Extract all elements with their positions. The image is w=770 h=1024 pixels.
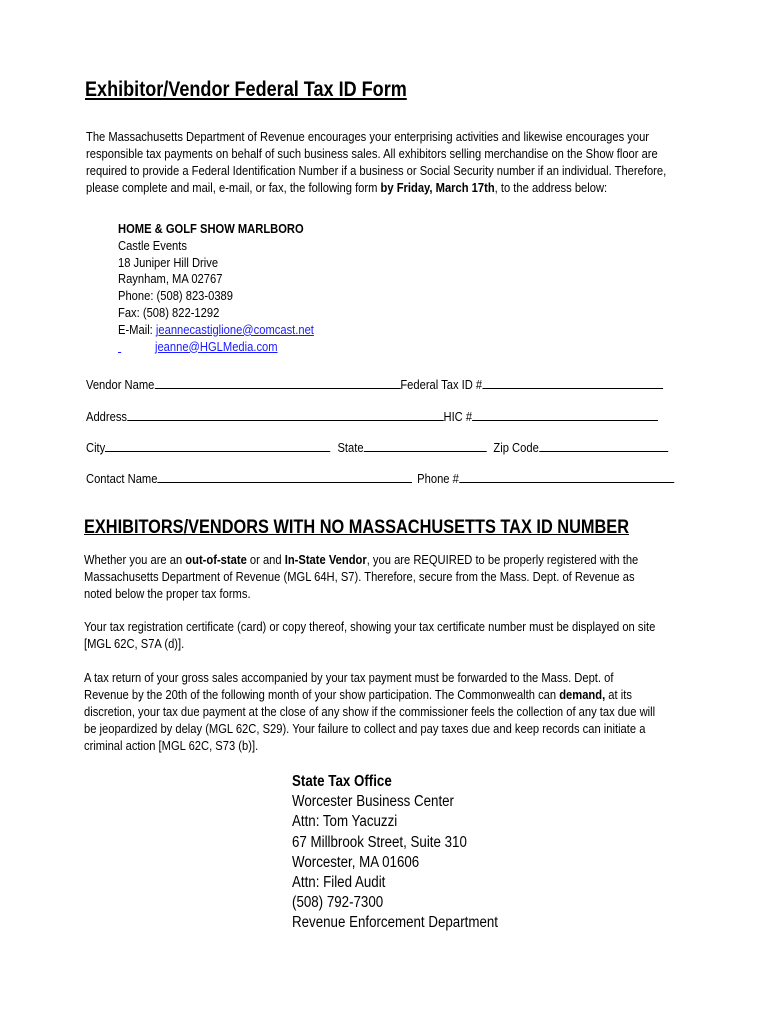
phone-field[interactable] xyxy=(459,470,674,483)
tax-office-attn-1: Attn: Tom Yacuzzi xyxy=(292,813,398,831)
section-heading: EXHIBITORS/VENDORS WITH NO MASSACHUSETTS TAX ID NUMBER xyxy=(84,517,629,538)
show-name: HOME & GOLF SHOW MARLBORO xyxy=(118,221,304,236)
contact-name-label: Contact Name xyxy=(86,471,158,486)
show-street: 18 Juniper Hill Drive xyxy=(118,254,219,270)
tax-office-name: State Tax Office xyxy=(292,773,392,790)
email-indent xyxy=(118,339,155,356)
p3-text-a: A tax return of your gross sales accompanied by your tax payment must be forwarded to the Mass. Dept. of Revenue by the 20th of the following month of your show participation. The Commonwealth can xyxy=(84,670,614,702)
form-row-contact xyxy=(86,470,674,486)
p1-text-a: Whether you are an xyxy=(84,552,186,567)
form-row-city xyxy=(86,439,668,455)
tax-office-phone: (508) 792-7300 xyxy=(292,894,384,912)
p1-out-of-state: out-of-state xyxy=(185,552,247,567)
page-title: Exhibitor/Vendor Federal Tax ID Form xyxy=(85,78,407,101)
form-row-address xyxy=(86,408,658,424)
section-paragraph-2: Your tax registration certificate (card) or copy thereof, showing your tax certificate number must be displayed on site [MGL 62C, S7A (d)]. xyxy=(84,619,656,651)
federal-tax-id-field[interactable] xyxy=(482,376,663,389)
p3-text-c: at its discretion, your tax due payment at the close of any show if the commissioner feels the collection of any tax due will be jeopardized by delay (MGL 62C, S29). Your failure to collect and pay taxes due and keep records can initiate a criminal action [MGL 62C, S73 (b)]. xyxy=(84,687,656,753)
intro-text-end: , to the address below: xyxy=(494,180,608,195)
zip-field[interactable] xyxy=(539,439,668,452)
federal-tax-id-label: Federal Tax ID # xyxy=(400,377,483,392)
vendor-name-label: Vendor Name xyxy=(86,377,155,392)
show-company: Castle Events xyxy=(118,237,187,253)
form-row-vendor xyxy=(86,376,663,392)
p1-in-state: In-State Vendor xyxy=(284,552,367,567)
section-paragraph-1 xyxy=(84,551,660,602)
p1-text-c: or and xyxy=(246,552,285,567)
section-paragraph-3 xyxy=(84,669,660,754)
address-label: Address xyxy=(86,409,128,424)
email-link-1[interactable]: jeannecastiglione@comcast.net xyxy=(155,321,314,337)
tax-office-city: Worcester, MA 01606 xyxy=(292,853,420,871)
intro-text: The Massachusetts Department of Revenue encourages your enterprising activities and likewise encourages your responsible tax payments on behalf of such business sales. All exhibitors selling merchandise on the Show floor are required to provide a Federal Identification Number if a business or Social Security number if an individual. Therefore, please complete and mail, e-mail, or fax, the following form xyxy=(86,129,667,195)
city-field[interactable] xyxy=(105,439,330,452)
intro-deadline: by Friday, March 17th xyxy=(380,180,495,195)
hic-label: HIC # xyxy=(443,409,473,424)
intro-paragraph xyxy=(86,128,678,196)
address-field[interactable] xyxy=(127,408,443,421)
hic-field[interactable] xyxy=(472,408,658,421)
email-link-2[interactable]: jeanne@HGLMedia.com xyxy=(154,338,278,354)
tax-office-dept: Revenue Enforcement Department xyxy=(292,914,498,932)
show-email-line xyxy=(118,322,314,339)
zip-label: Zip Code xyxy=(493,440,539,455)
state-field[interactable] xyxy=(364,439,487,452)
email-label: E-Mail: xyxy=(118,321,156,337)
tax-office-attn-2: Attn: Filed Audit xyxy=(292,874,386,892)
show-phone: Phone: (508) 823-0389 xyxy=(118,288,233,304)
show-fax: Fax: (508) 822-1292 xyxy=(118,304,220,320)
show-email-line-2 xyxy=(118,339,314,356)
state-label: State xyxy=(337,440,364,455)
vendor-name-field[interactable] xyxy=(154,376,400,389)
p1-text-e: , you are REQUIRED to be properly registered with the Massachusetts Department of Revenue (MGL 64H, S7). Therefore, secure from the Mass. Dept. of Revenue as noted below the proper tax forms. xyxy=(84,552,639,601)
show-address-block xyxy=(118,221,314,355)
p3-demand: demand, xyxy=(559,687,606,702)
phone-label: Phone # xyxy=(417,471,459,486)
city-label: City xyxy=(86,440,106,455)
show-city: Raynham, MA 02767 xyxy=(118,271,223,287)
tax-office-street: 67 Millbrook Street, Suite 310 xyxy=(292,833,467,851)
contact-name-field[interactable] xyxy=(157,470,412,483)
tax-office-address xyxy=(292,772,498,934)
tax-office-building: Worcester Business Center xyxy=(292,793,455,811)
